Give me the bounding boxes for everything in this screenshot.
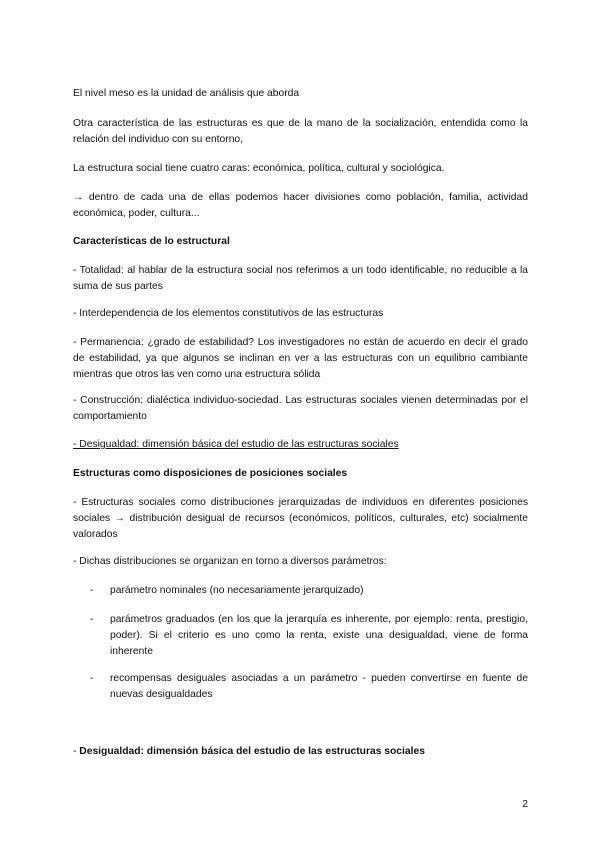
paragraph-socializacion: Otra característica de las estructuras es que de la mano de la socialización, entendida como la relación del individuo con su entorno, <box>73 118 528 145</box>
item-totalidad: - Totalidad: al hablar de la estructura social nos referimos a un todo identificable, no reducible a la suma de sus partes <box>73 265 528 292</box>
heading-caracteristicas: Características de lo estructural <box>73 236 230 247</box>
item-construccion: - Construcción: dialéctica individuo-sociedad. Las estructuras sociales vienen determinadas por el comportamiento <box>73 395 528 422</box>
heading-disposiciones: Estructuras como disposiciones de posiciones sociales <box>73 468 348 479</box>
page-number: 2 <box>522 799 528 810</box>
item-interdependencia: - Interdependencia de los elementos constitutivos de las estructuras <box>73 308 384 319</box>
item-permanencia: - Permanencia: ¿grado de estabilidad? Los investigadores no están de acuerdo en decir el grado de estabilidad, ya que algunos se inclinan en ver a las estructuras con un equilibrio cambiante mientras que otros las ven como una estructura sólida <box>73 337 528 380</box>
section3-line <box>73 744 528 760</box>
item-distribuciones-jerarquizadas: - Estructuras sociales como distribuciones jerarquizadas de individuos en diferentes posiciones sociales → distribución desigual de recursos (económicos, políticos, culturales, etc) socialmente valorados <box>73 497 528 540</box>
paragraph-cuatro-caras: La estructura social tiene cuatro caras: económica, política, cultural y sociológica. <box>73 163 445 174</box>
item-parametros: - Dichas distribuciones se organizan en torno a diversos parámetros: <box>73 556 387 567</box>
bullet-marker: - <box>90 614 94 625</box>
item-desigualdad: - Desigualdad: dimensión básica del estudio de las estructuras sociales <box>73 439 399 450</box>
bullet-parametro-nominales: parámetro nominales (no necesariamente jerarquizado) <box>110 585 364 596</box>
bullet-recompensas: recompensas desiguales asociadas a un parámetro - pueden convertirse en fuente de nuevas desigualdades <box>110 673 528 700</box>
heading-desigualdad: Desigualdad: dimensión básica del estudio de las estructuras sociales <box>79 746 425 757</box>
paragraph-nivel-meso: El nivel meso es la unidad de análisis que aborda <box>73 88 300 99</box>
section3-prefix: - <box>73 746 80 757</box>
paragraph-divisiones: → dentro de cada una de ellas podemos hacer divisiones como población, familia, actividad económica, poder, cultura... <box>73 192 528 219</box>
bullet-marker: - <box>90 673 94 684</box>
bullet-marker: - <box>90 585 94 596</box>
bullet-parametros-graduados: parámetros graduados (en los que la jerarquía es inherente, por ejemplo: renta, prestigio, poder). Si el criterio es uno como la renta, existe una desigualdad, viene de forma inherente <box>110 614 528 657</box>
